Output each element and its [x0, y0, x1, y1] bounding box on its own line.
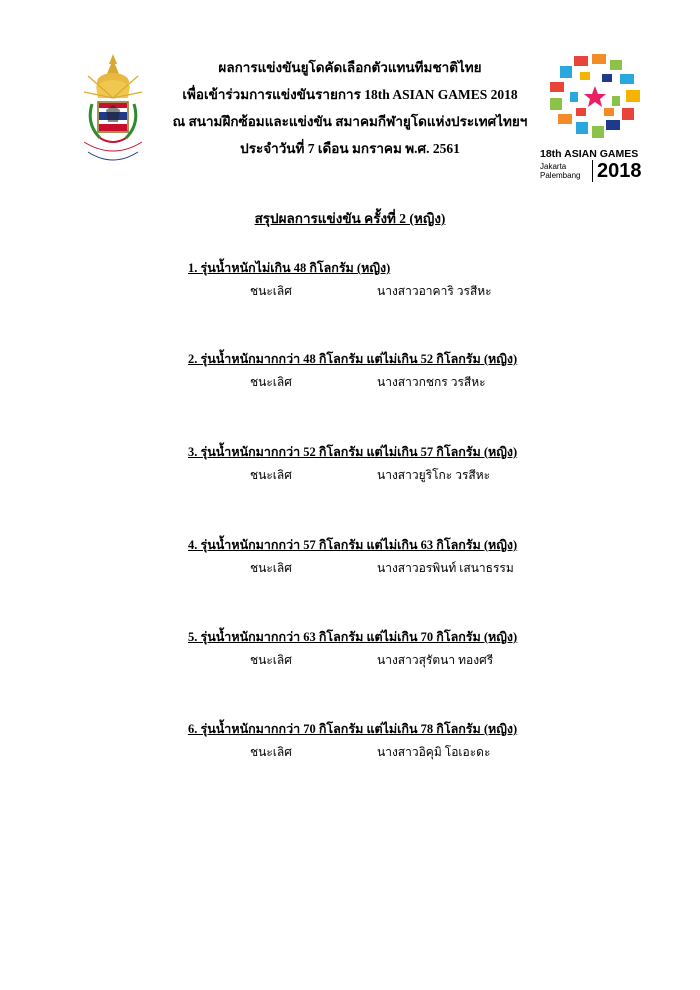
result-label: ชนะเลิศ: [250, 561, 292, 575]
winner-name: นางสาวยูริโกะ วรสีหะ: [377, 468, 491, 482]
city-palembang: Palembang: [540, 171, 581, 180]
winner-name: นางสาวกชกร วรสีหะ: [377, 375, 486, 389]
asian-games-logo: [540, 52, 650, 184]
category-title: 6. รุ่นน้ำหนักมากกว่า 70 กิโลกรัม แต่ไม่เกิน 78 กิโลกรัม (หญิง): [188, 722, 518, 736]
result-label: ชนะเลิศ: [250, 284, 292, 298]
header-block: [160, 54, 540, 162]
category-result-row: [188, 555, 668, 579]
winner-name: นางสาวสุรัตนา ทองศรี: [377, 653, 494, 667]
category-result-row: [188, 739, 668, 763]
category-block: [188, 719, 668, 763]
result-label: ชนะเลิศ: [250, 653, 292, 667]
category-block: [188, 627, 668, 671]
asian-games-title: 18th ASIAN GAMES: [540, 148, 639, 160]
category-block: [188, 349, 668, 393]
judo-association-logo: [78, 52, 148, 172]
category-result-row: [188, 462, 668, 486]
header-line-4: ประจำวันที่ 7 เดือน มกราคม พ.ศ. 2561: [240, 141, 460, 156]
winner-name: นางสาวอรพินท์ เสนาธรรม: [377, 561, 514, 575]
category-title: 1. รุ่นน้ำหนักไม่เกิน 48 กิโลกรัม (หญิง): [188, 261, 391, 275]
result-label: ชนะเลิศ: [250, 468, 292, 482]
winner-name: นางสาวอาคาริ วรสีหะ: [377, 284, 492, 298]
category-title: 4. รุ่นน้ำหนักมากกว่า 57 กิโลกรัม แต่ไม่เกิน 63 กิโลกรัม (หญิง): [188, 538, 518, 552]
winner-name: นางสาวอิคุมิ โอเอะดะ: [377, 745, 491, 759]
summary-title: สรุปผลการแข่งขัน ครั้งที่ 2 (หญิง): [254, 211, 446, 226]
category-result-row: [188, 369, 668, 393]
header-line-1: ผลการแข่งขันยูโดคัดเลือกตัวแทนทีมชาติไทย: [218, 60, 482, 75]
asian-games-cities: [540, 162, 588, 180]
category-title: 5. รุ่นน้ำหนักมากกว่า 63 กิโลกรัม แต่ไม่เกิน 70 กิโลกรัม (หญิง): [188, 630, 518, 644]
result-label: ชนะเลิศ: [250, 745, 292, 759]
category-result-row: [188, 647, 668, 671]
category-title: 2. รุ่นน้ำหนักมากกว่า 48 กิโลกรัม แต่ไม่เกิน 52 กิโลกรัม (หญิง): [188, 352, 518, 366]
asian-games-year: 2018: [592, 160, 642, 182]
category-result-row: [188, 278, 668, 302]
header-line-3: ณ สนามฝึกซ้อมและแข่งขัน สมาคมกีฬายูโดแห่งประเทศไทยฯ: [172, 114, 528, 129]
category-block: [188, 535, 668, 579]
city-jakarta: Jakarta: [540, 162, 567, 171]
category-title: 3. รุ่นน้ำหนักมากกว่า 52 กิโลกรัม แต่ไม่เกิน 57 กิโลกรัม (หญิง): [188, 445, 518, 459]
category-block: [188, 442, 668, 486]
header-line-2: เพื่อเข้าร่วมการแข่งขันรายการ 18th ASIAN GAMES 2018: [182, 87, 518, 102]
result-label: ชนะเลิศ: [250, 375, 292, 389]
category-block: [188, 258, 668, 302]
